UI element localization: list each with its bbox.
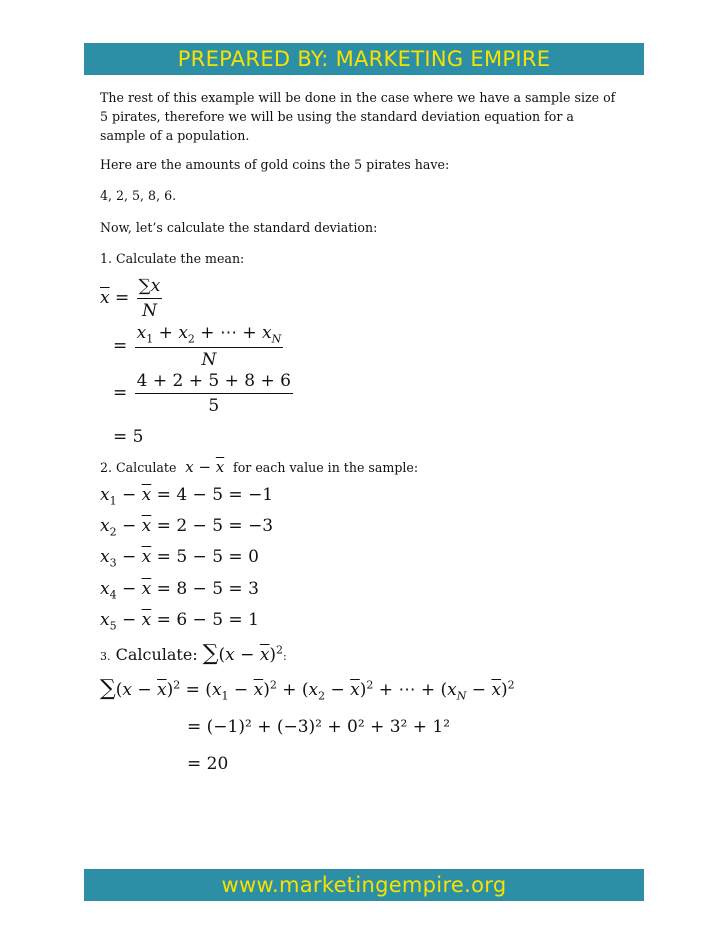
deviation-value: 2 (176, 516, 188, 536)
step3-suffix: : (283, 650, 287, 663)
mean-formula-def: $\overline{x}$ = $\frac{\sum x}{N}$ (100, 276, 161, 321)
deviation-index: 4 (109, 588, 117, 602)
step3-label: Calculate: (115, 645, 198, 664)
mean-formula-expanded: = $\frac{x_1 + x_2 + \cdots + x_N}{N}$ (113, 323, 282, 371)
deviation-index: 5 (109, 619, 117, 633)
calc-intro: Now, let’s calculate the standard deviation: (100, 220, 378, 235)
step1-heading: 1. Calculate the mean: (100, 251, 245, 266)
sum-squares-expanded: $\sum(x - \overline{x})^2 = (x_1 - \overline{x})^2 + (x_2 - \overline{x})^2$ + ⋯ + $(x_N - \overline{x})^2$ (100, 676, 515, 703)
deviation-row: $x_2 - \overline{x} = 2 - 5 = -3$ (100, 516, 274, 539)
deviation-row: $x_4 - \overline{x} = 8 - 5 = 3$ (100, 579, 259, 602)
amounts-intro: Here are the amounts of gold coins the 5 pirates have: (100, 157, 450, 172)
mean-sum-numerator: 4 + 2 + 5 + 8 + 6 (135, 371, 293, 394)
step3-expression: $\sum(x - \overline{x})^2$ (202, 641, 284, 666)
deviation-diff: −3 (248, 516, 274, 536)
intro-paragraph: The rest of this example will be done in the case where we have a sample size of 5 pirates, therefore we will be using the standard deviation equation for a sample of a population. (100, 90, 616, 143)
deviation-index: 2 (109, 525, 117, 539)
deviation-diff: 0 (248, 547, 259, 567)
amounts-values: 4, 2, 5, 8, 6. (100, 188, 177, 203)
deviation-index: 3 (109, 556, 117, 570)
sum-squares-values: = (−1)² + (−3)² + 0² + 3² + 1² (187, 717, 451, 737)
header-banner: PREPARED BY: MARKETING EMPIRE (84, 43, 644, 75)
deviation-diff: −1 (248, 485, 274, 505)
step2-expression: $x - \overline{x}$ (185, 458, 225, 476)
deviation-diff: 3 (248, 579, 259, 599)
step2-suffix: for each value in the sample: (233, 460, 419, 475)
step2-prefix: 2. Calculate (100, 460, 177, 475)
deviation-diff: 1 (248, 610, 259, 630)
deviation-row: $x_3 - \overline{x} = 5 - 5 = 0$ (100, 547, 259, 570)
mean-denominator: 5 (208, 396, 220, 416)
step3-heading (100, 641, 287, 666)
step2-heading (100, 458, 620, 477)
deviation-value: 4 (176, 485, 188, 505)
deviation-row: $x_5 - \overline{x} = 6 - 5 = 1$ (100, 610, 259, 633)
sum-squares-result: = 20 (187, 754, 229, 774)
mean-result: = 5 (113, 427, 144, 447)
step3-prefix: 3. (100, 650, 111, 663)
deviation-row: $x_1 - \overline{x} = 4 - 5 = -1$ (100, 485, 274, 508)
deviation-value: 5 (176, 547, 188, 567)
mean-formula-values: = $\frac{4 + 2 + 5 + 8 + 6}{5}$ (113, 371, 291, 416)
deviation-value: 6 (176, 610, 188, 630)
deviation-value: 8 (176, 579, 188, 599)
footer-url[interactable]: www.marketingempire.org (84, 869, 644, 901)
deviation-index: 1 (109, 494, 117, 508)
